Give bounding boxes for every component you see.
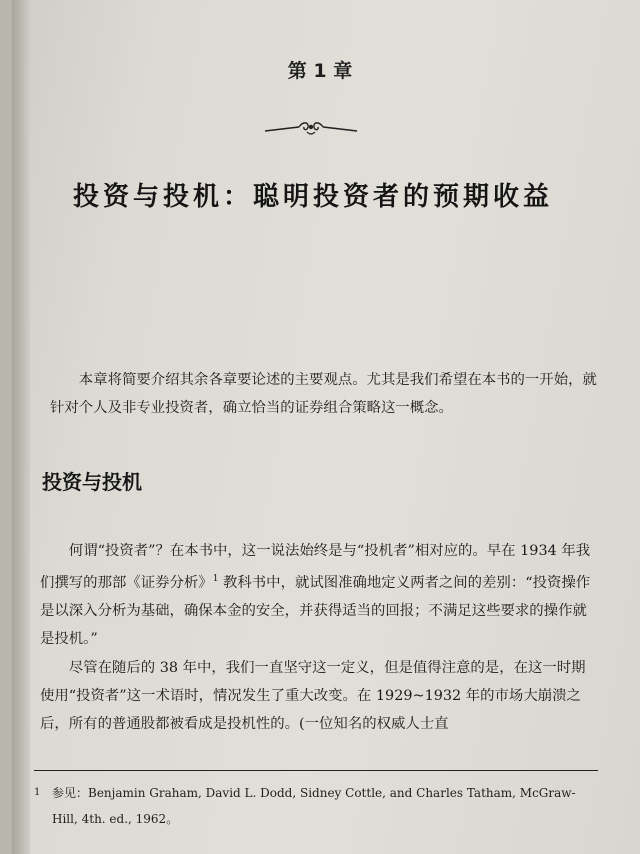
section-heading: 投资与投机 [42,470,142,494]
ornament-divider-icon [263,119,359,137]
body-paragraph-1 [40,537,595,653]
footnote-text: 参见：Benjamin Graham, David L. Dodd, Sidney Cottle, and Charles Tatham, McGraw-Hill, 4th. ed., 1962。 [52,786,576,826]
footnote [34,780,594,832]
chapter-title: 投资与投机：聪明投资者的预期收益 [72,182,553,212]
footnote-number: 1 [34,787,41,798]
body-paragraph-2: 尽管在随后的 38 年中，我们一直坚守这一定义，但是值得注意的是，在这一时期使用“投资者”这一术语时，情况发生了重大改变。在 1929~1932 年的市场大崩溃之后，所有的普通股都被看成是投机性的。(一位知名的权威人士直 [40,660,586,732]
page-gutter-shadow [12,0,30,854]
chapter-intro-paragraph: 本章将简要介绍其余各章要论述的主要观点。尤其是我们希望在本书的一开始，就针对个人及非专业投资者，确立恰当的证券组合策略这一概念。 [50,372,597,416]
footnote-divider [34,770,598,771]
paragraph-text: 教科书中，就试图准确地定义两者之间的差别：“投资操作是以深入分析为基础，确保本金的安全，并获得适当的回报；不满足这些要求的操作就是投机。” [40,574,591,647]
paragraph-text: 何谓“投资者”？在本书中，这一说法始终是与“投机者”相对应的。早在 1934 年我们撰写的那部《证券分析》 [40,543,591,591]
footnote-reference: 1 [212,574,219,584]
chapter-number: 第 1 章 [287,60,353,82]
